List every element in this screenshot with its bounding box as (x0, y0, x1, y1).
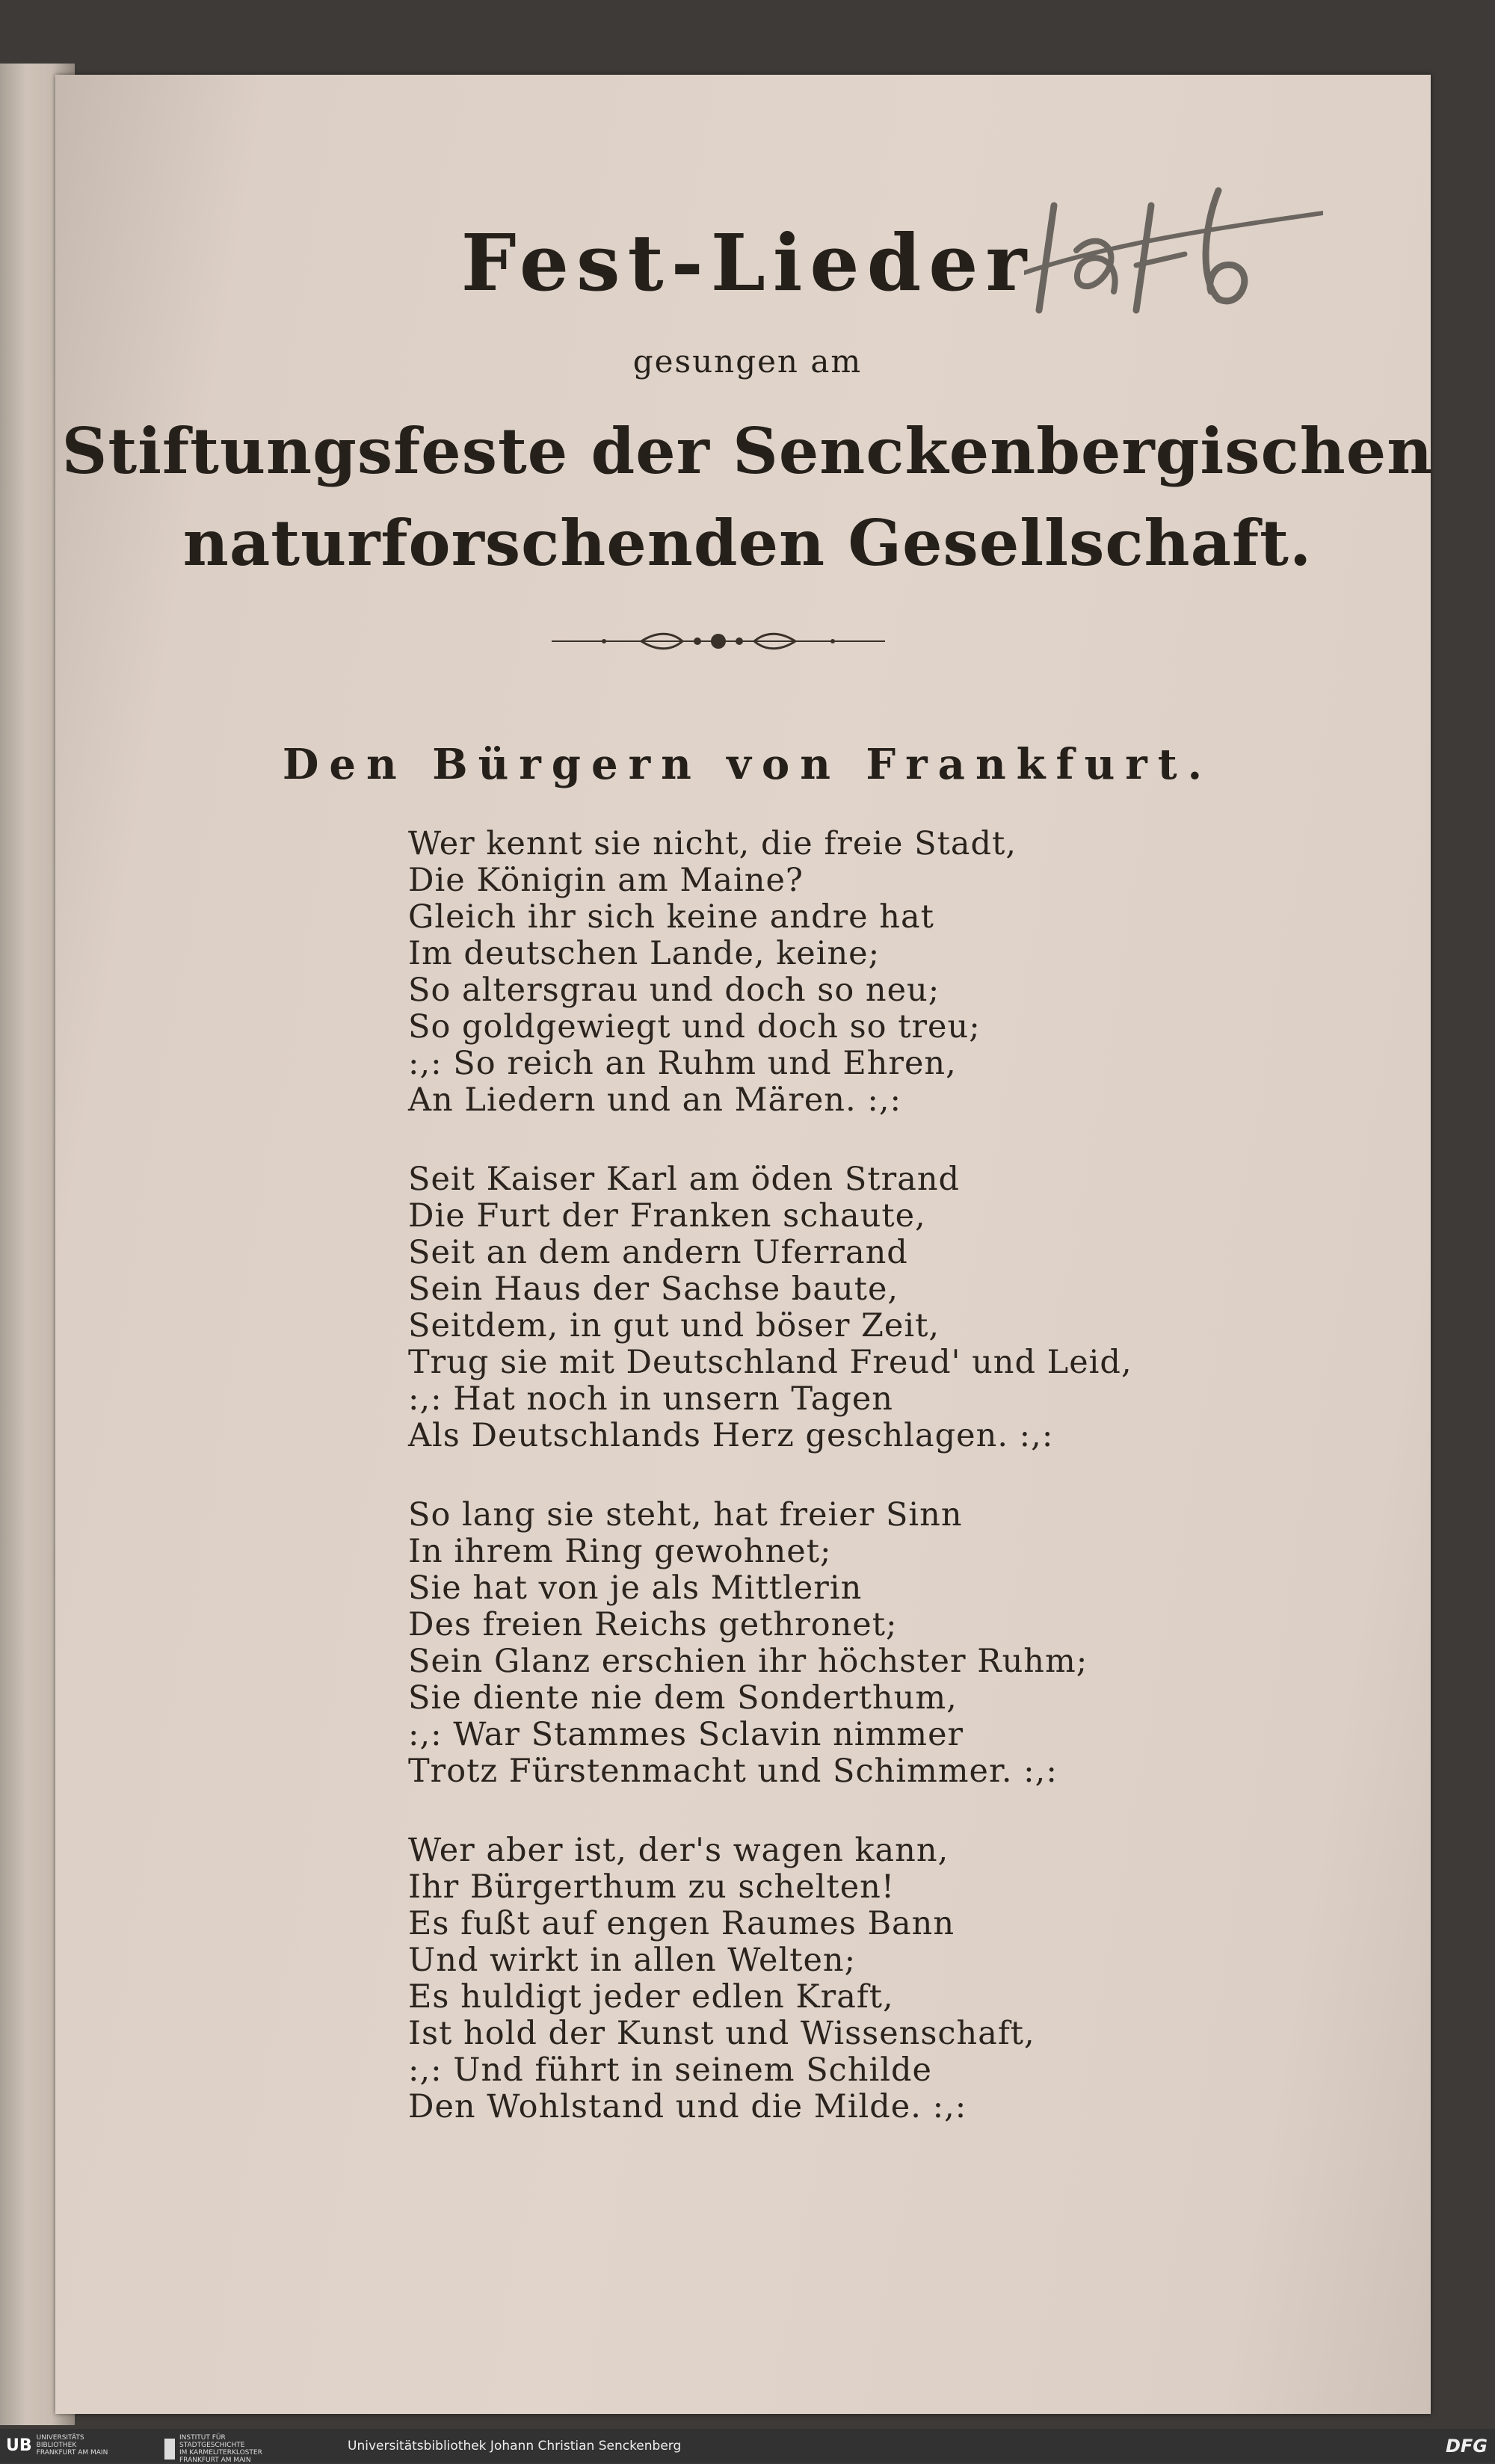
verse-line: Die Furt der Franken schaute, (408, 1197, 926, 1235)
verse-line: Ihr Bürgerthum zu schelten! (408, 1868, 896, 1906)
stanza (408, 826, 1305, 1119)
verse-line: Es fußt auf engen Raumes Bann (408, 1905, 955, 1942)
verse-line: Sein Glanz erschien ihr höchster Ruhm; (408, 1643, 1088, 1680)
verse-line: :,: War Stammes Sclavin nimmer (408, 1716, 964, 1753)
verse-line: Seit Kaiser Karl am öden Strand (408, 1161, 961, 1198)
verse-line: :,: Und führt in seinem Schilde (408, 2051, 932, 2089)
institute-logo[interactable] (164, 2434, 262, 2464)
verse-line: Und wirkt in allen Welten; (408, 1942, 857, 1979)
verse-line: Trug sie mit Deutschland Freud' und Leid, (408, 1344, 1132, 1381)
ub-logo-text (37, 2434, 108, 2457)
viewer-footer (0, 2429, 1495, 2463)
verse-line: Seitdem, in gut und böser Zeit, (408, 1307, 940, 1344)
verse-line: Seit an dem andern Uferrand (408, 1234, 908, 1271)
stanza (408, 1161, 1305, 1454)
verse-line: Gleich ihr sich keine andre hat (408, 898, 934, 936)
university-library-logo[interactable] (6, 2434, 108, 2457)
poem-body (408, 826, 1305, 2168)
document-title: Fest-Lieder (460, 217, 1035, 309)
verse-line: Es huldigt jeder edlen Kraft, (408, 1978, 894, 2016)
dfg-logo[interactable]: DFG (1445, 2436, 1488, 2457)
decorative-divider (552, 630, 885, 652)
poem-title: Den Bürgern von Frankfurt. (282, 740, 1213, 789)
verse-line: An Liedern und an Mären. :,: (408, 1081, 901, 1119)
verse-line: Im deutschen Lande, keine; (408, 935, 881, 972)
institute-logo-line: INSTITUT FÜR (179, 2434, 226, 2442)
verse-line: So goldgewiegt und doch so treu; (408, 1008, 981, 1046)
institute-logo-line: FRANKFURT AM MAIN (179, 2457, 251, 2464)
institute-logo-line: STADTGESCHICHTE (179, 2442, 245, 2449)
institute-logo-line: IM KARMELITERKLOSTER (179, 2449, 262, 2457)
institute-logo-icon (164, 2439, 175, 2460)
verse-line: Des freien Reichs gethronet; (408, 1606, 898, 1643)
library-name-link[interactable]: Universitätsbibliothek Johann Christian Senckenberg (348, 2439, 682, 2454)
society-line-2: naturforschenden Gesellschaft. (182, 506, 1313, 580)
stanza (408, 1497, 1305, 1790)
verse-line: Sie hat von je als Mittlerin (408, 1569, 863, 1607)
verse-line: Wer aber ist, der's wagen kann, (408, 1832, 949, 1869)
society-line-1: Stiftungsfeste der Senckenbergischen (61, 414, 1434, 488)
verse-line: :,: So reich an Ruhm und Ehren, (408, 1045, 957, 1082)
verse-line: Trotz Fürstenmacht und Schimmer. :,: (408, 1753, 1058, 1790)
document-subtitle: gesungen am (632, 343, 863, 380)
ub-logo-line: BIBLIOTHEK (36, 2442, 77, 2449)
ub-logo-line: UNIVERSITÄTS (36, 2434, 84, 2442)
ub-logo-line: FRANKFURT AM MAIN (36, 2449, 108, 2457)
verse-line: So altersgrau und doch so neu; (408, 972, 940, 1009)
institute-logo-text (179, 2434, 262, 2464)
verse-line: So lang sie steht, hat freier Sinn (408, 1496, 963, 1534)
verse-line: Wer kennt sie nicht, die freie Stadt, (408, 825, 1017, 862)
ub-logo-icon: UB (6, 2436, 32, 2455)
verse-line: :,: Hat noch in unsern Tagen (408, 1380, 894, 1418)
verse-line: Den Wohlstand und die Milde. :,: (408, 2088, 967, 2125)
verse-line: Sein Haus der Sachse baute, (408, 1270, 899, 1308)
verse-line: In ihrem Ring gewohnet; (408, 1533, 832, 1570)
verse-line: Ist hold der Kunst und Wissenschaft, (408, 2015, 1035, 2052)
stanza (408, 1832, 1305, 2125)
verse-line: Als Deutschlands Herz geschlagen. :,: (408, 1417, 1054, 1454)
verse-line: Die Königin am Maine? (408, 862, 804, 899)
verse-line: Sie diente nie dem Sonderthum, (408, 1679, 958, 1717)
